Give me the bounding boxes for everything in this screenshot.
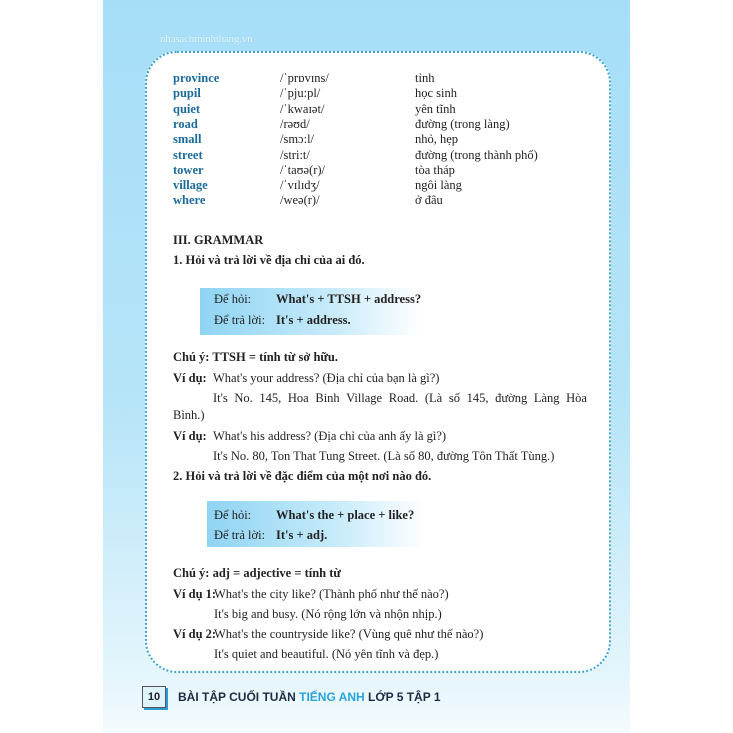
vocab-ipa: /rəʊd/ [280,116,310,131]
vocab-ipa: /stri:t/ [280,147,310,162]
vocab-word: quiet [173,101,201,116]
vocab-ipa: /ˈvɪlɪdʒ/ [280,178,320,193]
vocab-word: road [173,116,198,131]
example-question: What's his address? (Địa chỉ của anh ấy là gì?) [213,429,447,443]
vocab-ipa: /ˈprɒvɪns/ [280,71,329,85]
vocab-ipa: /smɔ:l/ [280,132,315,147]
note: Chú ý: TTSH = tính từ sở hữu. [173,350,338,364]
example-answer: It's No. 80, Ton That Tung Street. (Là số 80, đường Tôn Thất Tùng.) [213,449,555,463]
vocab-word: village [173,178,208,193]
ask-label: Để hỏi: [214,508,252,522]
example-label: Ví dụ: [173,371,207,385]
page-number: 10 [142,686,166,708]
answer-label: Để trả lời: [214,528,266,542]
ask-formula: What's + TTSH + address? [276,292,422,306]
vocab-ipa: /weə(r)/ [280,193,320,208]
vocab-meaning: nhỏ, hẹp [415,132,459,147]
vocab-word: small [173,132,202,147]
footer-title-b: LỚP 5 TẬP 1 [364,690,441,704]
vocab-word: province [173,71,220,85]
section-heading: III. GRAMMAR [173,233,264,247]
example-answer-cont: Bình.) [173,408,205,422]
vocab-meaning: ngôi làng [415,178,462,193]
example-question: What's the countryside like? (Vùng quê như thế nào?) [214,627,484,641]
vocab-word: where [173,193,206,208]
vocab-meaning: học sinh [415,86,458,101]
footer-title [178,690,441,704]
vocab-word: pupil [173,86,201,101]
example-question: What's the city like? (Thành phố như thế nào?) [214,587,449,601]
vocab-ipa: /ˈkwaɪət/ [280,101,325,116]
ask-label: Để hỏi: [214,292,252,306]
vocab-meaning: đường (trong thành phố) [415,147,538,162]
vocab-word: tower [173,162,204,177]
vocab-word: street [173,147,203,162]
ask-formula: What's the + place + like? [276,508,415,522]
vocab-ipa: /ˈpju:pl/ [280,86,321,101]
watermark: nhasachminhthang.vn [160,33,253,45]
note: Chú ý: adj = adjective = tính từ [173,566,341,580]
example-label: Ví dụ: [173,429,207,443]
vocab-meaning: tỉnh [415,71,435,85]
example-label: Ví dụ 2: [173,627,217,641]
subsection-title-1: 1. Hỏi và trả lời về địa chỉ của ai đó. [173,253,365,267]
vocab-meaning: yên tĩnh [415,101,456,116]
footer-title-highlight: TIẾNG ANH [299,690,365,704]
answer-formula: It's + adj. [276,528,328,542]
footer-title-a: BÀI TẬP CUỐI TUẦN [178,690,300,704]
answer-label: Để trả lời: [214,313,266,327]
example-answer: It's quiet and beautiful. (Nó yên tĩnh và đẹp.) [214,647,439,661]
vocab-ipa: /ˈtaʊə(r)/ [280,162,326,177]
example-answer: It's No. 145, Hoa Binh Village Road. (Là số 145, đường Làng Hòa [213,391,587,405]
example-label: Ví dụ 1: [173,587,217,601]
subsection-title-2: 2. Hỏi và trả lời về đặc điểm của một nơi nào đó. [173,469,432,483]
answer-formula: It's + address. [276,313,351,327]
example-answer: It's big and busy. (Nó rộng lớn và nhộn nhịp.) [214,607,442,621]
example-question: What's your address? (Địa chỉ của bạn là gì?) [213,371,440,385]
vocab-meaning: đường (trong làng) [415,116,510,131]
vocab-meaning: tòa tháp [415,162,455,177]
vocab-meaning: ở đâu [415,193,443,208]
